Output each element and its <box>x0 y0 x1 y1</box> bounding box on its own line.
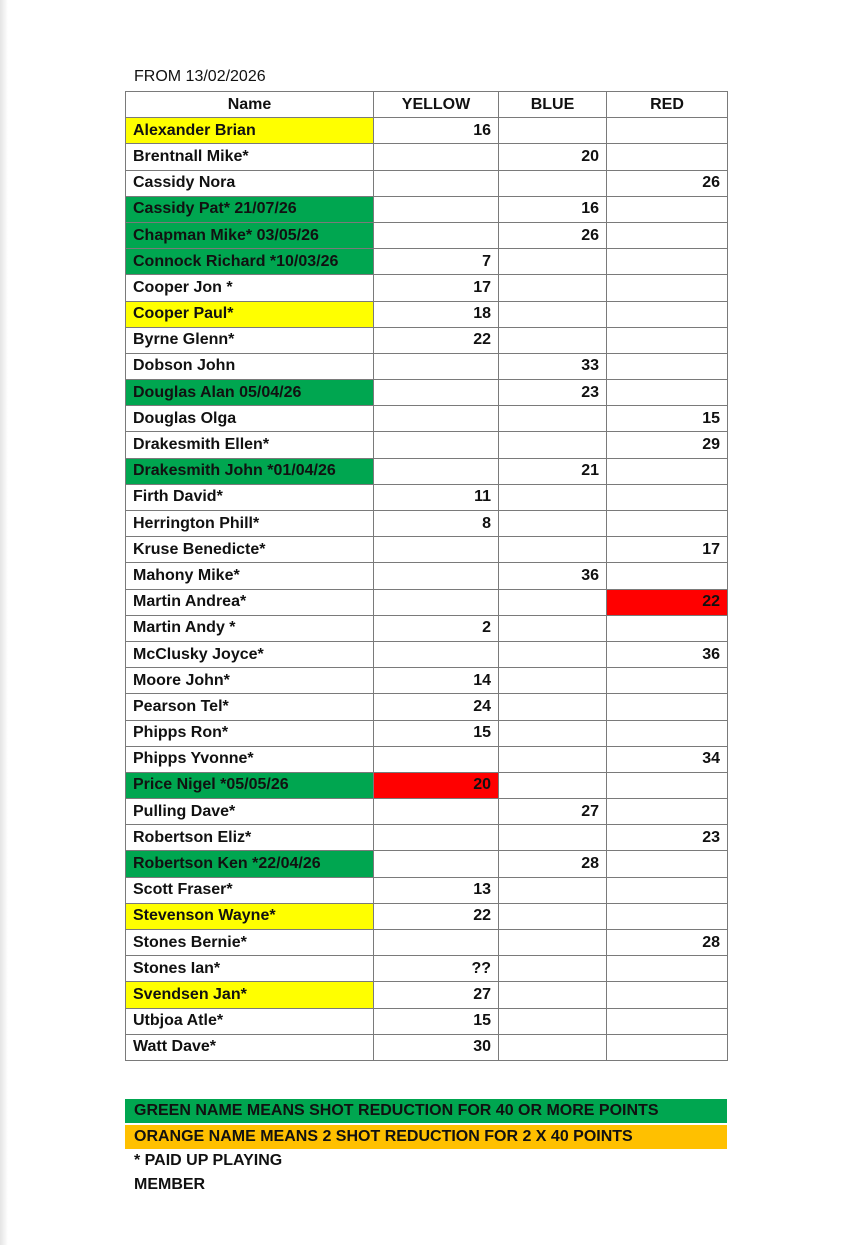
table-row <box>126 772 728 798</box>
row-name: Stones Bernie* <box>126 930 374 956</box>
column-header-name: Name <box>126 92 374 118</box>
row-red-score <box>607 982 728 1008</box>
table-row <box>126 799 728 825</box>
row-red-score <box>607 668 728 694</box>
table-row <box>126 746 728 772</box>
row-name: Mahony Mike* <box>126 563 374 589</box>
row-blue-score <box>499 668 607 694</box>
row-blue-score <box>499 877 607 903</box>
row-yellow-score: 11 <box>374 484 499 510</box>
row-name: Utbjoa Atle* <box>126 1008 374 1034</box>
row-blue-score <box>499 118 607 144</box>
legend-green: GREEN NAME MEANS SHOT REDUCTION FOR 40 OR MORE POINTS <box>125 1099 727 1123</box>
row-yellow-score: 22 <box>374 903 499 929</box>
note-paid-up: * PAID UP PLAYING <box>134 1152 283 1169</box>
row-red-score <box>607 275 728 301</box>
row-blue-score: 16 <box>499 196 607 222</box>
row-name: Moore John* <box>126 668 374 694</box>
row-yellow-score <box>374 196 499 222</box>
row-blue-score: 28 <box>499 851 607 877</box>
row-blue-score: 36 <box>499 563 607 589</box>
table-row <box>126 851 728 877</box>
table-row <box>126 956 728 982</box>
row-red-score <box>607 851 728 877</box>
table-row <box>126 720 728 746</box>
row-blue-score <box>499 589 607 615</box>
row-blue-score <box>499 511 607 537</box>
row-yellow-score: 16 <box>374 118 499 144</box>
table-row <box>126 484 728 510</box>
row-yellow-score <box>374 144 499 170</box>
table-row <box>126 275 728 301</box>
table-row <box>126 353 728 379</box>
row-blue-score: 21 <box>499 458 607 484</box>
row-blue-score <box>499 930 607 956</box>
row-blue-score <box>499 956 607 982</box>
row-name: Dobson John <box>126 353 374 379</box>
row-blue-score <box>499 406 607 432</box>
row-yellow-score: 18 <box>374 301 499 327</box>
row-name: Byrne Glenn* <box>126 327 374 353</box>
row-name: Martin Andy * <box>126 615 374 641</box>
row-red-score <box>607 249 728 275</box>
row-name: Robertson Ken *22/04/26 <box>126 851 374 877</box>
row-name: Cooper Paul* <box>126 301 374 327</box>
row-blue-score <box>499 746 607 772</box>
legend-orange: ORANGE NAME MEANS 2 SHOT REDUCTION FOR 2 X 40 POINTS <box>125 1125 727 1149</box>
row-red-score <box>607 720 728 746</box>
row-blue-score <box>499 1034 607 1060</box>
row-yellow-score <box>374 406 499 432</box>
row-yellow-score: 17 <box>374 275 499 301</box>
row-yellow-score <box>374 380 499 406</box>
row-red-score <box>607 563 728 589</box>
row-red-score: 29 <box>607 432 728 458</box>
row-yellow-score <box>374 825 499 851</box>
row-yellow-score <box>374 746 499 772</box>
row-red-score: 22 <box>607 589 728 615</box>
table-row <box>126 589 728 615</box>
row-yellow-score <box>374 222 499 248</box>
table-row <box>126 563 728 589</box>
table-row <box>126 222 728 248</box>
row-name: Robertson Eliz* <box>126 825 374 851</box>
table-row <box>126 982 728 1008</box>
row-yellow-score <box>374 458 499 484</box>
table-row <box>126 327 728 353</box>
table-row <box>126 825 728 851</box>
row-name: Price Nigel *05/05/26 <box>126 772 374 798</box>
row-name: Alexander Brian <box>126 118 374 144</box>
table-header-row <box>126 92 728 118</box>
row-name: Firth David* <box>126 484 374 510</box>
row-yellow-score: 22 <box>374 327 499 353</box>
row-red-score: 17 <box>607 537 728 563</box>
row-name: Watt Dave* <box>126 1034 374 1060</box>
row-yellow-score <box>374 170 499 196</box>
note-member: MEMBER <box>134 1176 206 1193</box>
row-red-score <box>607 380 728 406</box>
row-name: Connock Richard *10/03/26 <box>126 249 374 275</box>
table-row <box>126 668 728 694</box>
row-yellow-score: 15 <box>374 1008 499 1034</box>
row-red-score <box>607 458 728 484</box>
row-red-score: 36 <box>607 641 728 667</box>
row-blue-score <box>499 772 607 798</box>
table-row <box>126 458 728 484</box>
row-yellow-score <box>374 589 499 615</box>
row-yellow-score: 2 <box>374 615 499 641</box>
row-blue-score: 23 <box>499 380 607 406</box>
row-blue-score <box>499 327 607 353</box>
column-header-blue: BLUE <box>499 92 607 118</box>
row-yellow-score <box>374 563 499 589</box>
table-row <box>126 537 728 563</box>
table-row <box>126 406 728 432</box>
table-row <box>126 196 728 222</box>
row-name: Cassidy Pat* 21/07/26 <box>126 196 374 222</box>
row-red-score <box>607 956 728 982</box>
table-row <box>126 144 728 170</box>
row-name: Chapman Mike* 03/05/26 <box>126 222 374 248</box>
row-name: Douglas Olga <box>126 406 374 432</box>
row-yellow-score <box>374 641 499 667</box>
date-header: FROM 13/02/2026 <box>134 68 266 85</box>
row-yellow-score: 15 <box>374 720 499 746</box>
row-name: Stevenson Wayne* <box>126 903 374 929</box>
row-red-score: 23 <box>607 825 728 851</box>
column-header-red: RED <box>607 92 728 118</box>
row-blue-score: 20 <box>499 144 607 170</box>
row-blue-score <box>499 1008 607 1034</box>
row-blue-score <box>499 720 607 746</box>
row-blue-score <box>499 537 607 563</box>
row-yellow-score: 14 <box>374 668 499 694</box>
row-red-score: 34 <box>607 746 728 772</box>
row-name: Pulling Dave* <box>126 799 374 825</box>
table-row <box>126 694 728 720</box>
row-yellow-score <box>374 432 499 458</box>
row-name: Phipps Yvonne* <box>126 746 374 772</box>
row-red-score <box>607 484 728 510</box>
row-red-score: 26 <box>607 170 728 196</box>
row-blue-score <box>499 694 607 720</box>
table-row <box>126 511 728 537</box>
row-name: Stones Ian* <box>126 956 374 982</box>
table-row <box>126 641 728 667</box>
table-row <box>126 930 728 956</box>
row-red-score <box>607 1008 728 1034</box>
row-blue-score: 26 <box>499 222 607 248</box>
row-name: Phipps Ron* <box>126 720 374 746</box>
row-blue-score <box>499 275 607 301</box>
row-red-score <box>607 877 728 903</box>
row-name: Pearson Tel* <box>126 694 374 720</box>
row-blue-score: 27 <box>499 799 607 825</box>
row-red-score: 28 <box>607 930 728 956</box>
row-yellow-score <box>374 537 499 563</box>
row-blue-score <box>499 982 607 1008</box>
row-name: Cooper Jon * <box>126 275 374 301</box>
row-blue-score <box>499 484 607 510</box>
row-red-score <box>607 301 728 327</box>
row-red-score <box>607 903 728 929</box>
row-blue-score <box>499 249 607 275</box>
row-red-score <box>607 799 728 825</box>
row-red-score <box>607 118 728 144</box>
row-red-score <box>607 353 728 379</box>
row-yellow-score: 20 <box>374 772 499 798</box>
row-blue-score <box>499 825 607 851</box>
table-row <box>126 432 728 458</box>
row-name: Svendsen Jan* <box>126 982 374 1008</box>
row-yellow-score: 13 <box>374 877 499 903</box>
row-name: Scott Fraser* <box>126 877 374 903</box>
table-row <box>126 170 728 196</box>
row-blue-score <box>499 615 607 641</box>
table-row <box>126 615 728 641</box>
row-blue-score <box>499 641 607 667</box>
table-row <box>126 1034 728 1060</box>
row-name: Drakesmith Ellen* <box>126 432 374 458</box>
row-blue-score <box>499 903 607 929</box>
row-name: Kruse Benedicte* <box>126 537 374 563</box>
page-edge-shadow <box>0 0 8 1245</box>
table-row <box>126 877 728 903</box>
row-red-score <box>607 144 728 170</box>
row-red-score <box>607 327 728 353</box>
row-name: Brentnall Mike* <box>126 144 374 170</box>
row-name: Douglas Alan 05/04/26 <box>126 380 374 406</box>
column-header-yellow: YELLOW <box>374 92 499 118</box>
table-row <box>126 301 728 327</box>
table-body <box>126 118 728 1061</box>
row-yellow-score <box>374 799 499 825</box>
table-row <box>126 118 728 144</box>
row-name: Herrington Phill* <box>126 511 374 537</box>
row-yellow-score: 30 <box>374 1034 499 1060</box>
row-red-score <box>607 694 728 720</box>
row-red-score <box>607 615 728 641</box>
row-yellow-score <box>374 930 499 956</box>
table-row <box>126 1008 728 1034</box>
row-yellow-score: 7 <box>374 249 499 275</box>
table-row <box>126 903 728 929</box>
row-red-score <box>607 196 728 222</box>
score-table <box>125 91 728 1061</box>
row-name: McClusky Joyce* <box>126 641 374 667</box>
row-yellow-score: 8 <box>374 511 499 537</box>
row-blue-score: 33 <box>499 353 607 379</box>
row-red-score <box>607 772 728 798</box>
row-yellow-score: 27 <box>374 982 499 1008</box>
row-blue-score <box>499 170 607 196</box>
row-blue-score <box>499 301 607 327</box>
row-red-score <box>607 222 728 248</box>
row-red-score <box>607 511 728 537</box>
table-row <box>126 249 728 275</box>
row-red-score <box>607 1034 728 1060</box>
row-yellow-score: 24 <box>374 694 499 720</box>
table-row <box>126 380 728 406</box>
row-red-score: 15 <box>607 406 728 432</box>
row-name: Cassidy Nora <box>126 170 374 196</box>
row-yellow-score <box>374 353 499 379</box>
row-name: Drakesmith John *01/04/26 <box>126 458 374 484</box>
row-yellow-score: ?? <box>374 956 499 982</box>
row-name: Martin Andrea* <box>126 589 374 615</box>
row-blue-score <box>499 432 607 458</box>
row-yellow-score <box>374 851 499 877</box>
